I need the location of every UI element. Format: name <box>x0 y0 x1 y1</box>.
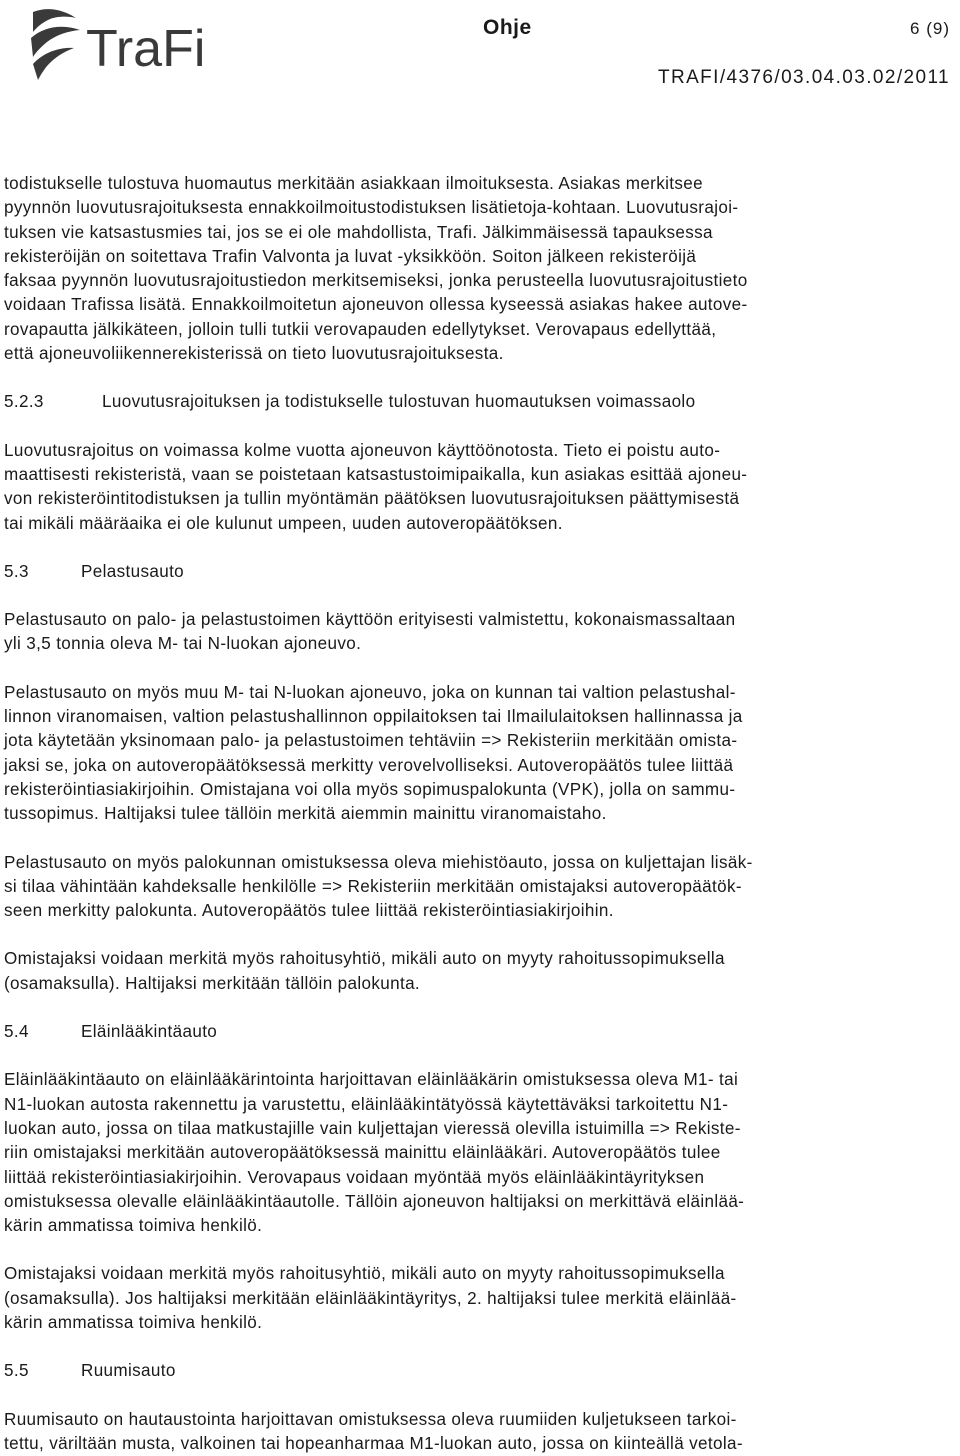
section-number: 5.4 <box>4 1022 29 1042</box>
page-number: 6 (9) <box>910 19 950 38</box>
text-line: si tilaa vähintään kahdeksalle henkilölle => Rekisteriin merkitään omistajaksi autoveropäätök- <box>4 876 742 896</box>
section-title: Ruumisauto <box>81 1361 176 1381</box>
text-line: liittää rekisteröintiasiakirjoihin. Verovapaus voidaan myöntää myös eläinlääkintäyrityksen <box>4 1167 705 1187</box>
text-line: (osamaksulla). Haltijaksi merkitään tällöin palokunta. <box>4 973 421 993</box>
text-line: todistukselle tulostuva huomautus merkitään asiakkaan ilmoituksesta. Asiakas merkitsee <box>4 174 703 193</box>
text-line: riin omistajaksi merkitään autoveropäätöksessä mainittu eläinlääkäri. Autoveropäätös tulee <box>4 1143 721 1163</box>
text-line: Omistajaksi voidaan merkitä myös rahoitusyhtiö, mikäli auto on myyty rahoitussopimuksella <box>4 949 725 969</box>
section-heading-5-5 <box>4 1359 956 1383</box>
text-line: että ajoneuvoliikennerekisterissä on tieto luovutusrajoituksesta. <box>4 344 504 364</box>
paragraph-elainlaakinta-2 <box>4 1262 956 1335</box>
text-line: jaksi se, joka on autoveropäätöksessä merkitty verovelvolliseksi. Autoveropäätös tulee liittää <box>4 755 734 775</box>
text-line: Eläinlääkintäauto on eläinlääkärintointa harjoittavan eläinlääkärin omistuksessa oleva M1- tai <box>4 1070 739 1090</box>
text-line: Ruumisauto on hautaustointa harjoittavan omistuksessa oleva ruumiiden kuljetukseen tarkoi- <box>4 1409 737 1429</box>
text-line: (osamaksulla). Jos haltijaksi merkitään eläinlääkintäyritys, 2. haltijaksi tulee merkitä eläinlää- <box>4 1288 737 1308</box>
text-line: seen merkitty palokunta. Autoveropäätös tulee liittää rekisteröintiasiakirjoihin. <box>4 901 614 921</box>
section-heading-5-2-3 <box>4 390 956 414</box>
text-line: tussopimus. Haltijaksi tulee tällöin merkitä aiemmin mainittu viranomaistaho. <box>4 804 607 824</box>
paragraph-pelastusauto-3 <box>4 851 956 924</box>
text-line: Pelastusauto on myös muu M- tai N-luokan ajoneuvo, joka on kunnan tai valtion pelastushal- <box>4 682 736 702</box>
text-line: N1-luokan autosta rakennettu ja varustettu, eläinlääkintätyössä käytettäväksi tarkoitettu N1- <box>4 1094 729 1114</box>
section-title: Pelastusauto <box>81 561 185 581</box>
text-line: jota käytetään yksinomaan palo- ja pelastustoimen tehtäviin => Rekisteriin merkitään omista- <box>4 731 738 751</box>
text-line: maattisesti rekisteristä, vaan se poistetaan katsastustoimipaikalla, kun asiakas esittää ajoneu- <box>4 464 748 484</box>
text-line: luokan auto, jossa on tilaa matkustajille vain kuljettajan vieressä olevilla istuimilla => Rekiste- <box>4 1118 741 1138</box>
text-line: rekisteröintiasiakirjoihin. Omistajana voi olla myös sopimuspalokunta (VPK), jolla on sammu- <box>4 779 736 799</box>
paragraph-intro <box>4 172 956 366</box>
text-line: voidaan Trafissa lisätä. Ennakkoilmoitetun ajoneuvon ollessa kyseessä asiakas hakee autove- <box>4 295 748 315</box>
section-title: Luovutusrajoituksen ja todistukselle tulostuvan huomautuksen voimassaolo <box>102 392 696 412</box>
text-line: kärin ammatissa toimiva henkilö. <box>4 1312 263 1332</box>
text-line: rovapautta jälkikäteen, jolloin tulli tutkii verovapauden edellytykset. Verovapaus edellyttää, <box>4 319 717 339</box>
paragraph-pelastusauto-1 <box>4 608 956 657</box>
text-line: tuksen vie katsastusmies tai, jos se ei ole mahdollista, Trafi. Jälkimmäisessä tapauksessa <box>4 222 713 242</box>
text-line: Luovutusrajoitus on voimassa kolme vuotta ajoneuvon käyttöönotosta. Tieto ei poistu auto- <box>4 440 721 460</box>
text-line: pyynnön luovutusrajoituksesta ennakkoilmoitustodistuksen lisätietoja-kohtaan. Luovutusrajoi- <box>4 198 739 218</box>
section-number: 5.5 <box>4 1361 29 1381</box>
text-line: rekisteröijän on soitettava Trafin Valvonta ja luvat -yksikköön. Soiton jälkeen rekisteröijä <box>4 246 697 266</box>
paragraph-pelastusauto-4 <box>4 947 956 996</box>
text-line: Pelastusauto on palo- ja pelastustoimen käyttöön erityisesti valmistettu, kokonaismassaltaan <box>4 610 736 630</box>
text-line: Omistajaksi voidaan merkitä myös rahoitusyhtiö, mikäli auto on myyty rahoitussopimuksella <box>4 1264 725 1284</box>
section-title: Eläinlääkintäauto <box>81 1022 218 1042</box>
paragraph-validity <box>4 439 956 536</box>
text-line: faksaa pyynnön luovutusrajoitustiedon merkitsemiseksi, jonka perusteella luovutusrajoitustieto <box>4 271 748 291</box>
text-line: kärin ammatissa toimiva henkilö. <box>4 1216 263 1236</box>
text-line: Pelastusauto on myös palokunnan omistuksessa oleva miehistöauto, jossa on kuljettajan lisäk- <box>4 852 753 872</box>
section-number: 5.2.3 <box>4 392 44 412</box>
text-line: von rekisteröintitodistuksen ja tullin myöntämän päätöksen luovutusrajoituksen päättymisestä <box>4 489 740 509</box>
paragraph-ruumisauto <box>4 1408 956 1456</box>
section-number: 5.3 <box>4 561 29 581</box>
logo-text: TraFi <box>86 20 206 78</box>
text-line: linnon viranomaisen, valtion pelastushallinnon oppilaitoksen tai Ilmailulaitoksen hallinnassa ja <box>4 707 743 727</box>
paragraph-elainlaakinta-1 <box>4 1068 956 1238</box>
document-reference: TRAFI/4376/03.04.03.02/2011 <box>657 67 950 88</box>
text-line: tai mikäli määräaika ei ole kulunut umpeen, uuden autoveropäätöksen. <box>4 513 563 533</box>
document-body <box>4 172 956 1456</box>
text-line: omistuksessa olevalle eläinlääkintäautolle. Tällöin ajoneuvon haltijaksi on merkittävä eläinlää- <box>4 1191 745 1211</box>
paragraph-pelastusauto-2 <box>4 681 956 827</box>
section-heading-5-4 <box>4 1020 956 1044</box>
document-type: Ohje <box>483 16 532 39</box>
text-line: yli 3,5 tonnia oleva M- tai N-luokan ajoneuvo. <box>4 634 362 654</box>
section-heading-5-3 <box>4 560 956 584</box>
trafi-logo <box>30 4 230 84</box>
text-line: tettu, väriltään musta, valkoinen tai hopeanharmaa M1-luokan auto, jossa on kiinteällä vetola- <box>4 1433 743 1453</box>
